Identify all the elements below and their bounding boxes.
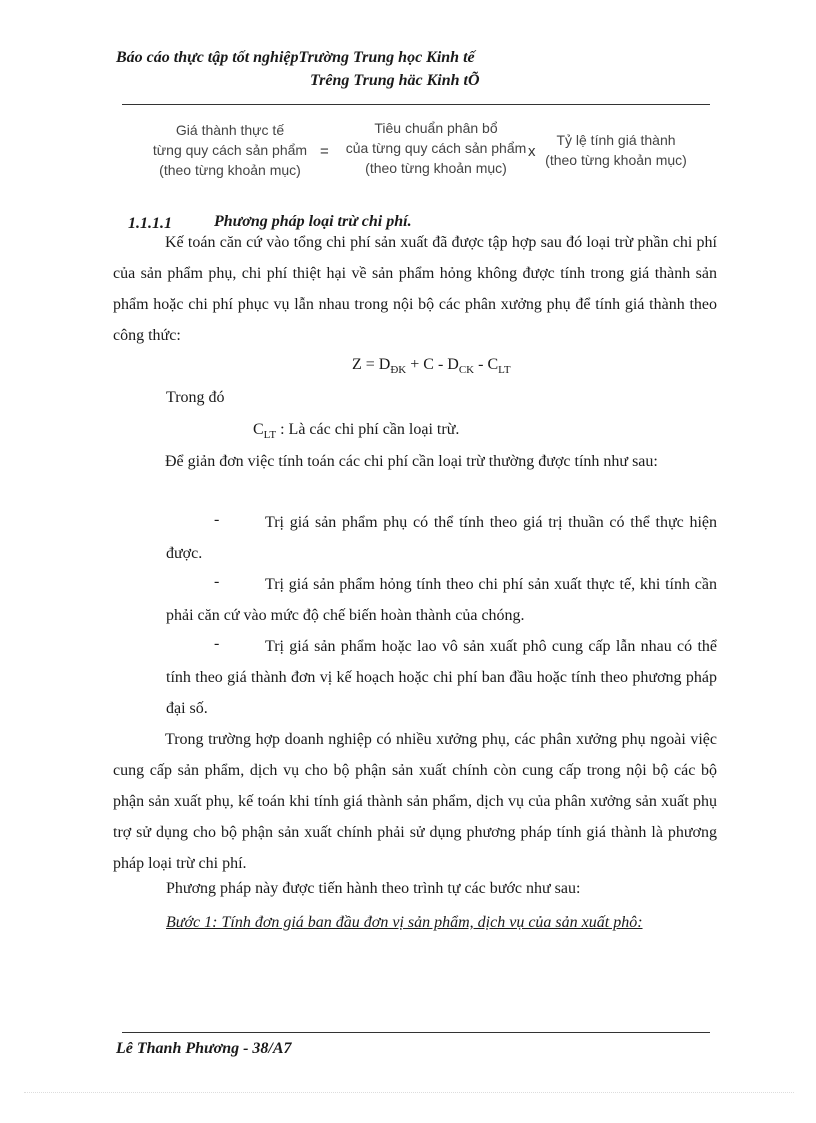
footer-rule [122, 1032, 710, 1033]
step-1-heading: Bước 1: Tính đơn giá ban đầu đơn vị sản phẩm, dịch vụ của sản xuất phô: [166, 914, 643, 931]
cost-allocation-figure [140, 118, 700, 188]
formula-z: $Z = D_{ĐK} + C - D_{CK} - C_{LT}$ [352, 356, 511, 377]
bullet-dash-3: - [214, 635, 220, 652]
paragraph-steps-intro: Phương pháp này được tiến hành theo trình tự các bước như sau: [166, 880, 581, 897]
figure-col-actual-cost: Giá thành thực tế từng quy cách sản phẩm (theo từng khoản mục) [152, 122, 308, 178]
section-number: 1.1.1.1 [128, 215, 172, 232]
bullet-dash-1: - [214, 511, 220, 528]
section-title: Phương pháp loại trừ chi phí. [214, 213, 412, 230]
where-label: Trong đó [166, 389, 225, 406]
figure-equals-sign: = [320, 143, 329, 160]
bullet-item-2: Trị giá sản phẩm hỏng tính theo chi phí sản xuất thực tế, khi tính cần phải căn cứ vào mức độ chế biến hoàn thành của chóng. [166, 576, 717, 624]
page-bottom-dotted-line [24, 1092, 794, 1093]
bullet-dash-2: - [214, 573, 220, 590]
paragraph-auxiliary-workshops: Trong trường hợp doanh nghiệp có nhiều xưởng phụ, các phân xưởng phụ ngoài việc cung cấp sản phẩm, dịch vụ cho bộ phận sản xuất chính còn cung cấp trong nội bộ các bộ phận sản xuất phụ, kế toán khi tính giá thành sản phẩm, dịch vụ của phân xưởng sản xuất phụ trợ sử dụng cho bộ phận sản xuất chính phải sử dụng phương pháp tính giá thành là phương pháp loại trừ chi phí. [113, 731, 717, 872]
clt-definition: $C_{LT}$ : Là các chi phí cần loại trừ. [253, 421, 460, 442]
paragraph-simplify: Để giản đơn việc tính toán các chi phí cần loại trừ thường được tính như sau: [165, 453, 658, 470]
paragraph-intro: Kế toán căn cứ vào tổng chi phí sản xuất đã được tập hợp sau đó loại trừ phần chi phí của sản phẩm phụ, chi phí thiệt hại về sản phẩm hỏng không được tính trong giá thành sản phẩm hoặc chi phí phục vụ lẫn nhau trong nội bộ các phân xưởng phụ để tính giá thành theo công thức: [113, 234, 717, 344]
bullet-item-3: Trị giá sản phẩm hoặc lao vô sản xuất phô cung cấp lẫn nhau có thể tính theo giá thành đơn vị kế hoạch hoặc chi phí ban đầu hoặc tính theo phương pháp đại số. [166, 638, 717, 717]
figure-times-sign: x [528, 143, 536, 160]
figure-col-allocation-standard: Tiêu chuẩn phân bổ của từng quy cách sản phẩm (theo từng khoản mục) [345, 120, 527, 176]
figure-col-cost-ratio: Tỷ lệ tính giá thành (theo từng khoản mục) [545, 132, 687, 168]
bullet-item-1: Trị giá sản phẩm phụ có thể tính theo giá trị thuần có thể thực hiện được. [166, 514, 717, 562]
footer-author: Lê Thanh Phương - 38/A7 [116, 1040, 292, 1057]
header-rule [122, 104, 710, 105]
header-subtitle: Trêng Trung häc Kinh tÕ [310, 72, 480, 89]
header-title: Báo cáo thực tập tốt nghiệpTrường Trung học Kinh tế [116, 49, 475, 66]
